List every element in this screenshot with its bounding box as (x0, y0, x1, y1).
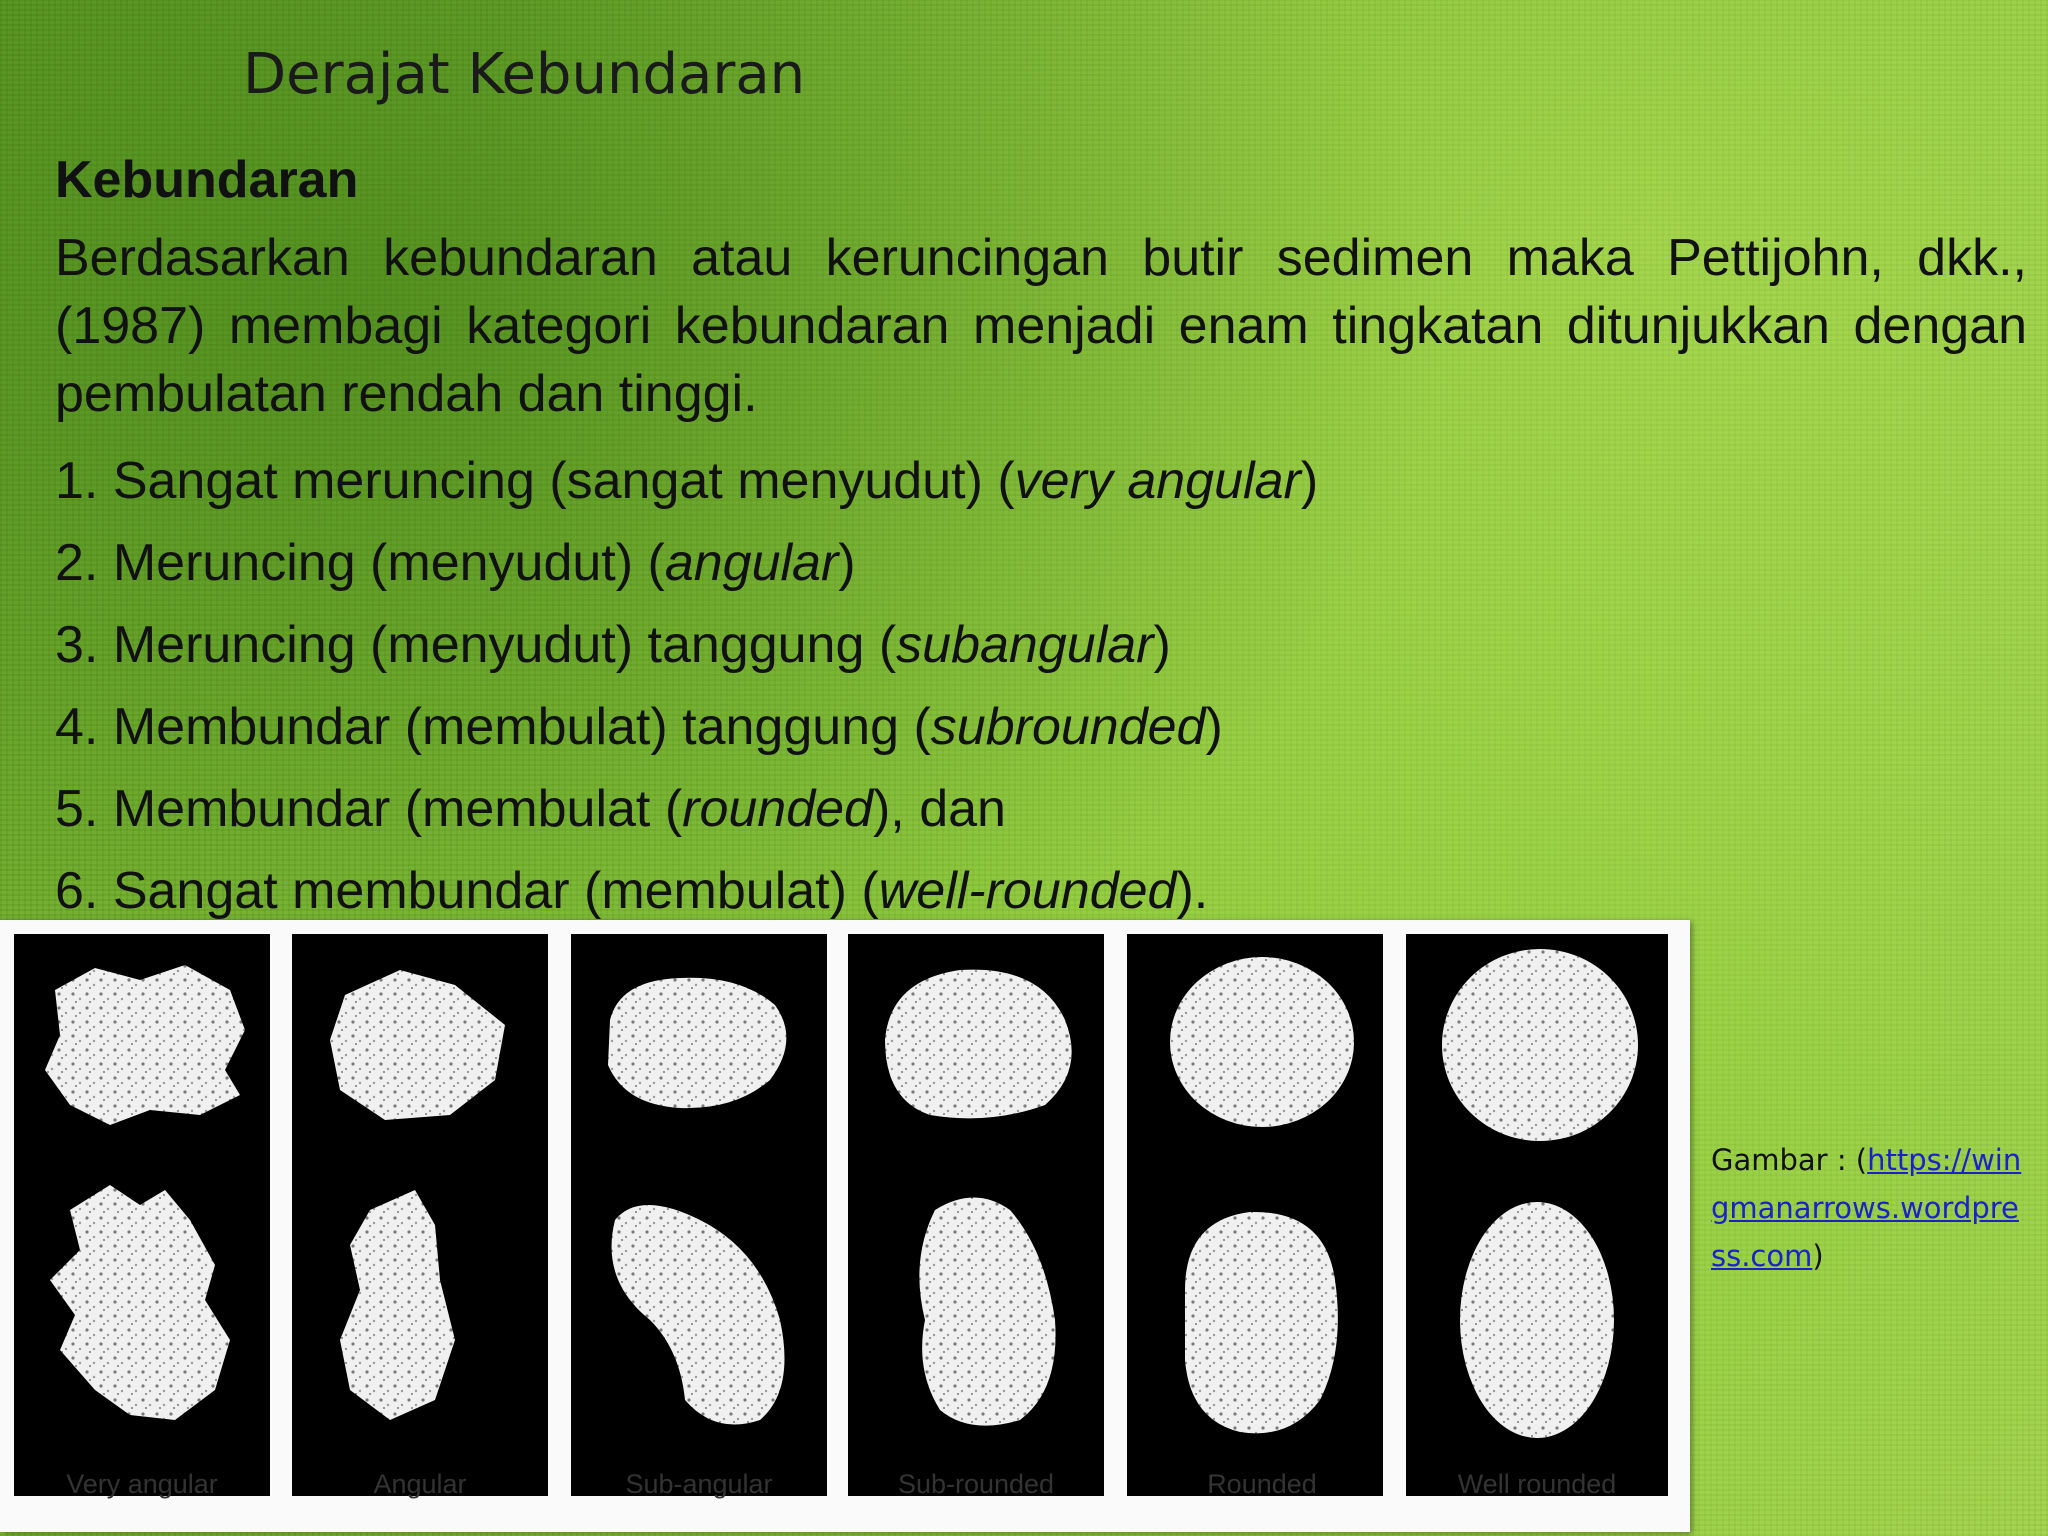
panel-sub-angular (571, 934, 827, 1499)
figure-label: Angular (373, 1469, 467, 1499)
panel-well-rounded (1406, 934, 1668, 1499)
figure-label: Very angular (66, 1469, 218, 1499)
list-item: 1. Sangat meruncing (sangat menyudut) (very angular) (55, 452, 1319, 510)
list-item: 2. Meruncing (menyudut) (angular) (55, 534, 856, 592)
figure-label: Sub-angular (625, 1469, 773, 1499)
figure-label: Well rounded (1457, 1469, 1617, 1499)
list-item: 5. Membundar (membulat (rounded), dan (55, 780, 1006, 838)
slide-title: Derajat Kebundaran (243, 42, 806, 107)
grain-rounded-bottom (1185, 1212, 1338, 1433)
grain-very-angular-top (45, 965, 245, 1125)
figure-caption (1711, 1136, 2031, 1280)
figure-label: Sub-rounded (897, 1469, 1055, 1499)
panel-angular (292, 934, 548, 1499)
grain-illustration (0, 920, 1690, 1532)
source-link[interactable]: https://wingmanarrows.wordpress.com (1711, 1143, 2022, 1273)
panel-very-angular (14, 934, 270, 1499)
section-heading: Kebundaran (55, 151, 359, 209)
roundness-figure (0, 920, 1690, 1532)
slide-content (55, 150, 2027, 932)
list-item: 6. Sangat membundar (membulat) (well-rounded). (55, 862, 1209, 920)
list-item: 4. Membundar (membulat) tanggung (subrounded) (55, 698, 1223, 756)
caption-suffix: ) (1812, 1239, 1824, 1273)
list-item: 3. Meruncing (menyudut) tanggung (subangular) (55, 616, 1171, 674)
caption-prefix: Gambar : ( (1711, 1143, 1868, 1177)
intro-paragraph: Berdasarkan kebundaran atau keruncingan butir sedimen maka Pettijohn, dkk., (1987) membagi kategori kebundaran menjadi enam tingkatan ditunjukkan dengan pembulatan rendah dan tinggi. (55, 229, 2027, 423)
grain-well-rounded-top (1442, 949, 1638, 1141)
grain-rounded-top (1170, 957, 1354, 1127)
grain-well-rounded-bottom (1460, 1202, 1614, 1438)
figure-label: Rounded (1207, 1469, 1317, 1499)
grain-sub-rounded-top (885, 970, 1072, 1119)
panel-rounded (1127, 934, 1383, 1499)
roundness-list (55, 440, 2027, 932)
panel-sub-rounded (848, 934, 1104, 1499)
